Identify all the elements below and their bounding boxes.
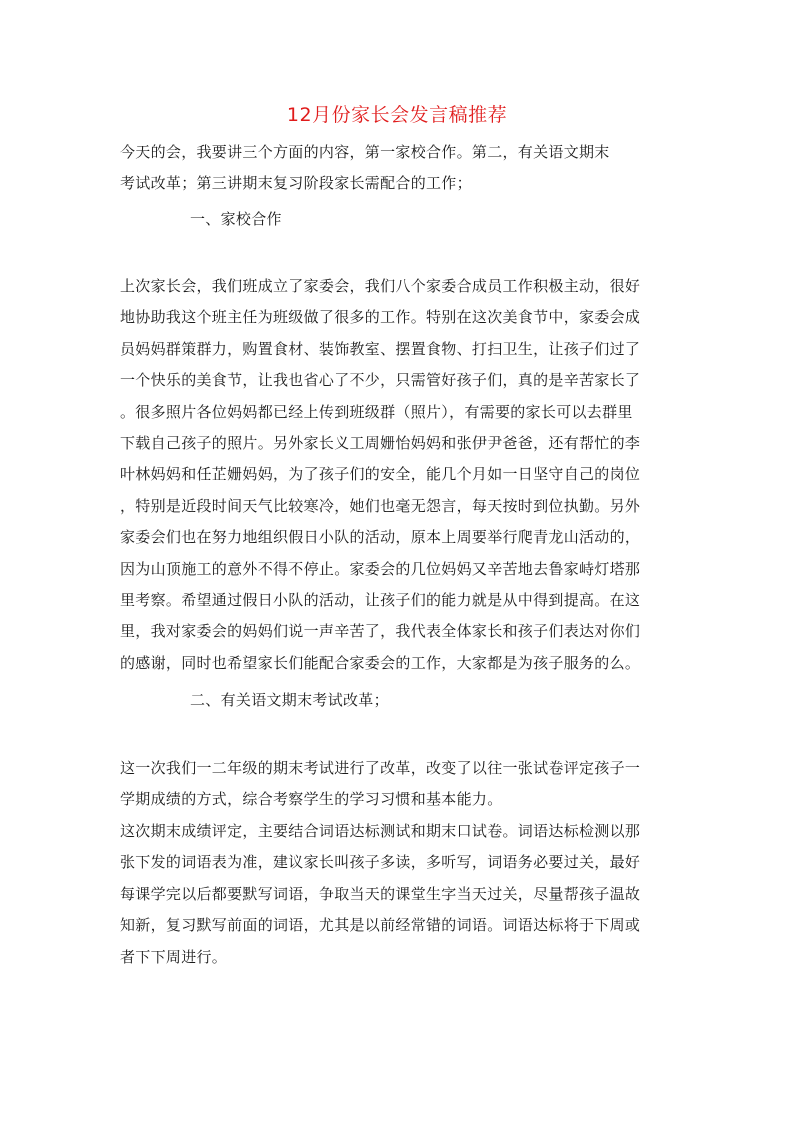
body-paragraph-exam-reform: 这一次我们一二年级的期末考试进行了改革，改变了以往一张试卷评定孩子一 学期成绩的方式，综合考察学生的学习习惯和基本能力。 bbox=[120, 759, 641, 809]
body-paragraph-grading: 这次期末成绩评定，主要结合词语达标测试和期末口试卷。词语达标检测以那 张下发的词语表为准，建议家长叫孩子多读，多听写，词语务必要过关，最好 每课学完以后都要默写词语，争取当天的课堂生字当天过关，尽量帮孩子温故 知新，复习默写前面的词语，尤其是以前经常错的词语。词语达标将于下周或 者下下周进行。 bbox=[120, 822, 641, 966]
section-heading-exam-reform: 二、有关语文期末考试改革； bbox=[190, 691, 389, 709]
intro-paragraph: 今天的会，我要讲三个方面的内容，第一家校合作。第二，有关语文期末 考试改革；第三讲期末复习阶段家长需配合的工作； bbox=[120, 143, 610, 193]
document-title: 12月份家长会发言稿推荐 bbox=[286, 104, 508, 126]
body-paragraph-home-school: 上次家长会，我们班成立了家委会，我们八个家委合成员工作积极主动，很好 地协助我这个班主任为班级做了很多的工作。特别在这次美食节中，家委会成 员妈妈群策群力，购置食材、装饰教室、摆置食物、打扫卫生，让孩子们过了 一个快乐的美食节，让我也省心了不少，只需管好孩子们，真的是辛苦家长了 。很多照片各位妈妈都已经上传到班级群（照片），有需要的家长可以去群里 下载自己孩子的照片。另外家长义工周姗怡妈妈和张伊尹爸爸，还有帮忙的李 叶林妈妈和任芷姗妈妈，为了孩子们的安全，能几个月如一日坚守自己的岗位 ，特别是近段时间天气比较寒冷，她们也毫无怨言，每天按时到位执勤。另外 家委会们也在努力地组织假日小队的活动，原本上周要举行爬青龙山活动的， 因为山顶施工的意外不得不停止。家委会的几位妈妈又辛苦地去鲁家峙灯塔那 里考察。希望通过假日小队的活动，让孩子们的能力就是从中得到提高。在这 里，我对家委会的妈妈们说一声辛苦了，我代表全体家长和孩子们表达对你们 的感谢，同时也希望家长们能配合家委会的工作，大家都是为孩子服务的么。 bbox=[120, 277, 641, 672]
section-heading-home-school: 一、家校合作 bbox=[190, 210, 282, 228]
